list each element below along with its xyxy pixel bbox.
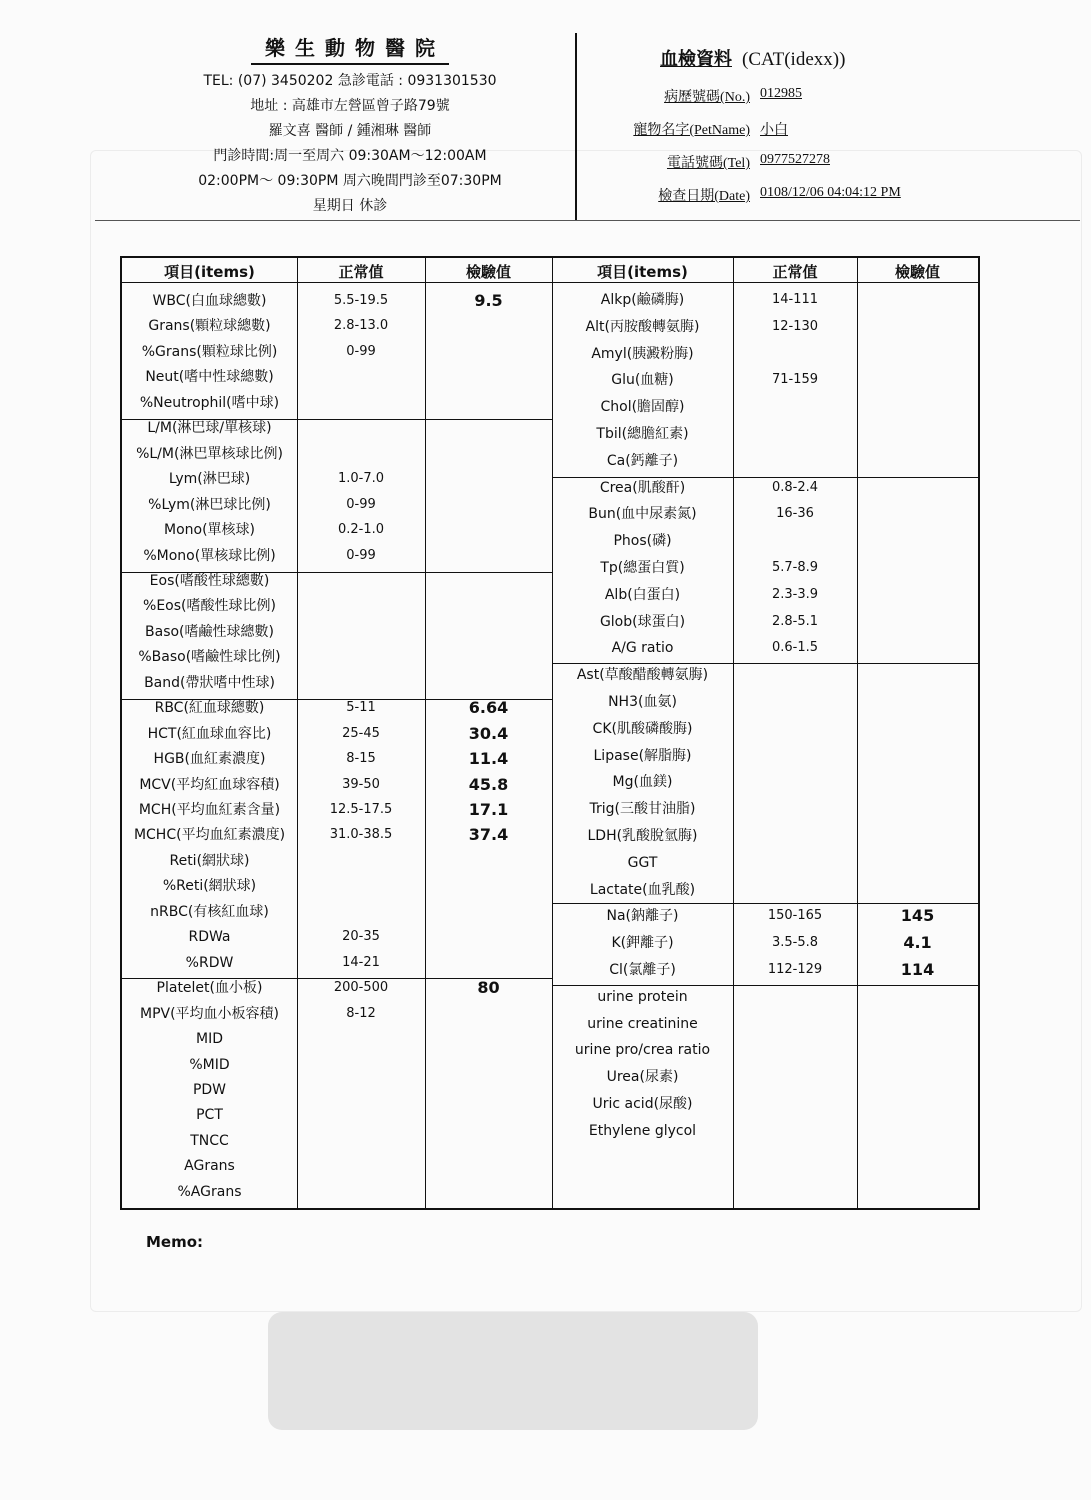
right-row-item: Cl(氯離子) (609, 962, 676, 978)
left-row-item: AGrans (184, 1158, 235, 1175)
left-row-item: %Mono(單核球比例) (143, 547, 276, 564)
right-row-item: A/G ratio (611, 640, 674, 657)
header-bottom-rule (95, 220, 1080, 221)
left-row-item: %Lym(淋巴球比例) (148, 496, 271, 513)
right-row-range: 0.8-2.4 (771, 479, 819, 495)
pet-name-label: 寵物名字(PetName) (633, 123, 750, 138)
right-row-item: urine protein (597, 988, 688, 1005)
left-row-item: MCHC(平均血紅素濃度) (133, 827, 286, 844)
left-row-range: 8-15 (346, 751, 376, 767)
left-row-item: HCT(紅血球血容比) (147, 725, 272, 742)
left-row-range: 5.5-19.5 (333, 293, 389, 308)
left-row-item: %RDW (185, 954, 234, 971)
right-row-range: 2.3-3.9 (771, 586, 819, 602)
right-row-item: Uric acid(尿酸) (592, 1096, 693, 1112)
col-divider (857, 258, 858, 1208)
clinic-info (150, 32, 550, 219)
left-row-range: 31.0-38.5 (329, 827, 393, 843)
right-row-value: 114 (900, 960, 935, 979)
faded-stamp-block (268, 1312, 758, 1430)
left-row-item: MCH(平均血紅素含量) (138, 802, 281, 818)
right-row-range: 14-111 (771, 292, 819, 307)
group-rule (552, 903, 978, 904)
left-row-item: MPV(平均血小板容積) (139, 1005, 280, 1022)
right-row-item: Chol(膽固醇) (600, 399, 685, 416)
right-row-item: urine pro/crea ratio (574, 1042, 711, 1059)
right-row-item: K(鉀離子) (611, 935, 674, 952)
group-rule (552, 985, 978, 986)
left-row-value: 37.4 (468, 825, 509, 845)
clinic-address: 地址 : 高雄市左營區曾子路79號 (250, 98, 450, 114)
left-row-item: %Baso(嗜鹼性球比例) (138, 649, 281, 666)
report-title-text: 血檢資料 (660, 49, 732, 70)
left-row-item: Grans(顆粒球總數) (148, 318, 271, 335)
phone-label: 電話號碼(Tel) (666, 156, 750, 171)
left-row-item: %Neutrophil(嗜中球) (139, 394, 280, 411)
left-row-range: 39-50 (342, 776, 380, 792)
left-row-item: %Eos(嗜酸性球比例) (143, 598, 276, 615)
left-row-range: 8-12 (346, 1005, 376, 1021)
clinic-name: 樂生動物醫院 (251, 32, 449, 65)
right-row-item: urine creatinine (587, 1015, 698, 1032)
record-number-label: 病歷號碼(No.) (664, 90, 750, 105)
left-row-range: 0-99 (346, 343, 376, 359)
left-row-item: Lym(淋巴球) (168, 471, 251, 488)
right-row-item: NH3(血氨) (608, 694, 677, 710)
left-row-item: %MID (189, 1056, 230, 1073)
exam-date-label: 檢查日期(Date) (658, 189, 750, 204)
left-row-item: MCV(平均紅血球容積) (139, 776, 280, 793)
header-result-right: 檢驗值 (894, 263, 940, 281)
right-row-item: LDH(乳酸脫氫脢) (587, 828, 698, 844)
header-normal-left: 正常值 (338, 263, 384, 281)
clinic-tel: TEL: (07) 3450202 急診電話 : 0931301530 (203, 73, 497, 89)
col-divider (733, 258, 734, 1208)
right-row-item: Alkp(鹼磷脢) (600, 292, 685, 308)
right-row-range: 2.8-5.1 (771, 613, 819, 629)
left-row-item: HGB(血紅素濃度) (153, 751, 266, 768)
left-row-range: 1.0-7.0 (337, 471, 385, 487)
header-items-right: 項目(items) (597, 263, 688, 281)
clinic-doctors: 羅文喜 醫師 / 鍾湘琳 醫師 (268, 123, 432, 139)
clinic-hours-2: 02:00PM～ 09:30PM 周六晚間門診至07:30PM (198, 173, 502, 189)
right-row-item: Ast(草酸醋酸轉氨脢) (576, 667, 709, 684)
left-row-range: 12.5-17.5 (329, 802, 393, 817)
left-row-range: 200-500 (333, 980, 389, 996)
left-row-item: %AGrans (177, 1183, 242, 1200)
left-row-item: TNCC (190, 1132, 229, 1149)
right-row-item: Ethylene glycol (588, 1122, 697, 1139)
clinic-hours-1: 門診時間:周一至周六 09:30AM～12:00AM (213, 148, 487, 164)
right-row-item: Tp(總蛋白質) (600, 560, 685, 576)
right-row-item: Alb(白蛋白) (604, 586, 681, 603)
left-row-item: Reti(網狀球) (169, 852, 250, 869)
header-items-left: 項目(items) (164, 263, 255, 281)
right-row-range: 71-159 (771, 372, 819, 388)
left-row-range: 14-21 (342, 954, 380, 970)
memo-label: Memo: (146, 1233, 204, 1251)
left-row-item: RBC(紅血球總數) (154, 700, 265, 717)
phone-value: 0977527278 (760, 152, 830, 167)
left-row-item: Band(帶狀嗜中性球) (144, 674, 275, 691)
left-row-item: %Reti(網狀球) (162, 878, 257, 895)
exam-date-value: 0108/12/06 04:04:12 PM (760, 185, 901, 200)
left-row-item: MID (196, 1031, 223, 1048)
right-row-item: Alt(丙胺酸轉氨脢) (585, 318, 700, 335)
right-row-item: Crea(肌酸酐) (599, 479, 686, 496)
left-row-range: 5-11 (346, 700, 376, 716)
right-row-item: Ca(鈣離子) (606, 452, 679, 469)
right-row-item: Lipase(解脂脢) (593, 747, 692, 764)
right-row-item: Mg(血鎂) (612, 774, 673, 791)
left-row-value: 9.5 (474, 291, 503, 310)
right-row-item: Glu(血糖) (611, 372, 674, 389)
header-rule (122, 282, 978, 283)
right-row-item: Glob(球蛋白) (599, 613, 686, 630)
left-row-value: 17.1 (468, 800, 509, 819)
right-row-item: Phos(磷) (613, 533, 672, 550)
left-row-value: 45.8 (468, 774, 509, 794)
left-row-item: L/M(淋巴球/單核球) (147, 420, 272, 437)
right-row-value: 4.1 (903, 933, 932, 953)
left-row-item: nRBC(有核紅血球) (150, 903, 269, 920)
left-row-item: Neut(嗜中性球總數) (145, 369, 274, 386)
right-row-range: 3.5-5.8 (771, 935, 819, 951)
right-row-range: 16-36 (776, 506, 814, 522)
header-normal-right: 正常值 (772, 263, 818, 281)
clinic-sunday: 星期日 休診 (312, 198, 388, 214)
right-row-item: Bun(血中尿素氮) (588, 506, 697, 523)
left-row-item: Baso(嗜鹼性球總數) (145, 623, 274, 640)
left-row-value: 6.64 (468, 698, 509, 718)
right-row-range: 5.7-8.9 (771, 560, 819, 575)
left-row-value: 11.4 (468, 749, 509, 769)
left-row-range: 0-99 (346, 547, 376, 563)
right-row-item: Trig(三酸甘油脂) (589, 801, 696, 818)
left-row-range: 2.8-13.0 (333, 318, 389, 334)
left-row-value: 30.4 (468, 723, 509, 743)
left-row-item: %Grans(顆粒球比例) (141, 343, 278, 360)
left-row-range: 20-35 (342, 929, 380, 945)
right-row-item: Urea(尿素) (606, 1069, 679, 1086)
group-rule (552, 663, 978, 664)
right-row-range: 12-130 (771, 318, 819, 334)
left-row-item: %L/M(淋巴單核球比例) (136, 445, 283, 462)
right-row-range: 0.6-1.5 (771, 640, 819, 656)
report-analyzer: (CAT(idexx)) (742, 49, 846, 70)
right-row-range: 112-129 (767, 962, 823, 977)
left-row-item: PCT (196, 1107, 223, 1124)
right-row-item: Lactate(血乳酸) (589, 881, 696, 898)
left-row-value: 80 (477, 978, 500, 998)
left-row-range: 25-45 (342, 725, 380, 741)
left-row-item: WBC(白血球總數) (152, 293, 267, 309)
right-row-item: Amyl(胰澱粉脢) (591, 345, 694, 362)
right-row-range: 150-165 (767, 908, 823, 924)
right-row-value: 145 (900, 906, 935, 926)
left-row-item: RDWa (188, 929, 231, 946)
right-row-item: Na(鈉離子) (606, 908, 679, 925)
left-row-item: Platelet(血小板) (156, 980, 263, 997)
left-row-item: PDW (192, 1081, 227, 1098)
right-row-item: Tbil(總膽紅素) (596, 426, 689, 442)
left-row-item: Mono(單核球) (163, 522, 255, 539)
left-row-range: 0-99 (346, 496, 376, 512)
right-row-item: CK(肌酸磷酸脢) (592, 720, 693, 737)
blood-test-table (120, 256, 980, 1210)
pet-name-value: 小白 (760, 123, 788, 138)
left-row-item: Eos(嗜酸性球總數) (149, 572, 270, 589)
right-row-item: GGT (627, 854, 658, 871)
record-number-value: 012985 (760, 86, 802, 101)
header-result-left: 檢驗值 (465, 263, 511, 281)
left-row-range: 0.2-1.0 (337, 522, 385, 538)
header-divider (575, 33, 577, 221)
report-title (660, 45, 845, 71)
